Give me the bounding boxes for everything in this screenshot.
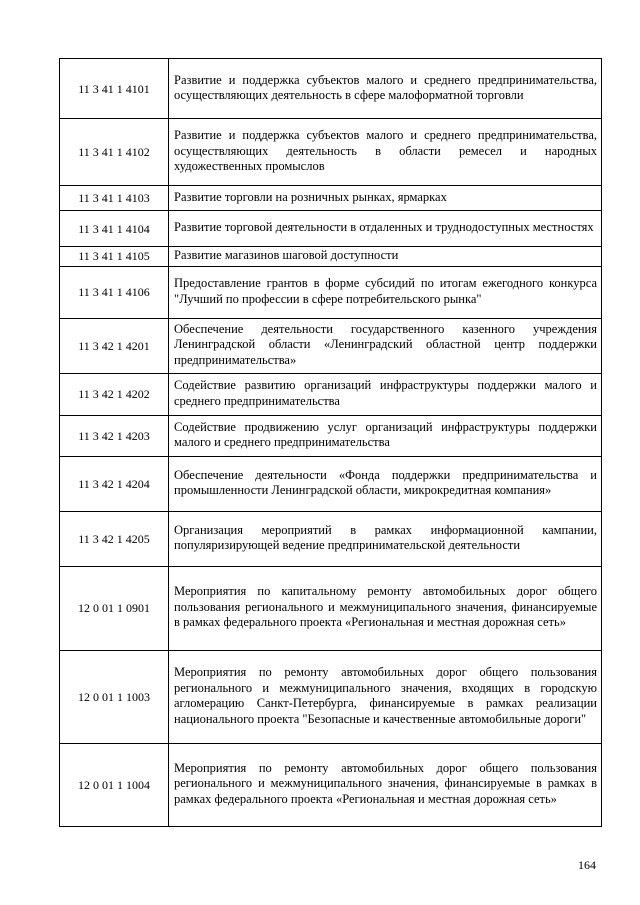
- description-cell: Предоставление грантов в форме субсидий по итогам ежегодного конкурса "Лучший по профессии в сфере потребительского рынка": [169, 266, 602, 318]
- code-cell: 11 3 41 1 4106: [60, 266, 169, 318]
- code-cell: 11 3 41 1 4101: [60, 59, 169, 119]
- budget-code-table: [59, 58, 602, 827]
- table-row: [60, 266, 602, 318]
- description-cell: Развитие торговли на розничных рынках, ярмарках: [169, 186, 602, 211]
- description-cell: Обеспечение деятельности «Фонда поддержки предпринимательства и промышленности Ленинградской области, микрокредитная компания»: [169, 456, 602, 511]
- table-row: [60, 415, 602, 456]
- code-cell: 11 3 41 1 4103: [60, 186, 169, 211]
- code-cell: 12 0 01 1 1003: [60, 650, 169, 743]
- code-cell: 11 3 42 1 4202: [60, 373, 169, 415]
- table-row: [60, 59, 602, 119]
- page-number: 164: [578, 858, 596, 872]
- table-row: [60, 373, 602, 415]
- table-row: [60, 211, 602, 247]
- table-row: [60, 119, 602, 186]
- code-cell: 12 0 01 1 1004: [60, 743, 169, 826]
- code-cell: 11 3 41 1 4105: [60, 247, 169, 267]
- table-row: [60, 318, 602, 373]
- description-cell: Мероприятия по ремонту автомобильных дорог общего пользования регионального и межмуниципального значения, входящих в городскую агломерацию Санкт-Петербурга, финансируемые в рамках реализации национального проекта "Безопасные и качественные автомобильные дороги": [169, 650, 602, 743]
- table-row: [60, 456, 602, 511]
- table-row: [60, 186, 602, 211]
- table-row: [60, 743, 602, 826]
- description-cell: Мероприятия по капитальному ремонту автомобильных дорог общего пользования регионального и межмуниципального значения, финансируемые в рамках федерального проекта «Региональная и местная дорожная сеть»: [169, 566, 602, 650]
- code-cell: 12 0 01 1 0901: [60, 566, 169, 650]
- code-cell: 11 3 42 1 4203: [60, 415, 169, 456]
- code-cell: 11 3 42 1 4201: [60, 318, 169, 373]
- code-cell: 11 3 41 1 4104: [60, 211, 169, 247]
- description-cell: Развитие торговой деятельности в отдаленных и труднодоступных местностях: [169, 211, 602, 247]
- table-row: [60, 566, 602, 650]
- code-cell: 11 3 41 1 4102: [60, 119, 169, 186]
- description-cell: Развитие магазинов шаговой доступности: [169, 247, 602, 267]
- description-cell: Содействие развитию организаций инфраструктуры поддержки малого и среднего предпринимательства: [169, 373, 602, 415]
- description-cell: Развитие и поддержка субъектов малого и среднего предпринимательства, осуществляющих деятельность в области ремесел и народных художественных промыслов: [169, 119, 602, 186]
- description-cell: Организация мероприятий в рамках информационной кампании, популяризирующей ведение предпринимательской деятельности: [169, 511, 602, 566]
- table-row: [60, 511, 602, 566]
- table-row: [60, 650, 602, 743]
- description-cell: Развитие и поддержка субъектов малого и среднего предпринимательства, осуществляющих деятельность в сфере малоформатной торговли: [169, 59, 602, 119]
- code-cell: 11 3 42 1 4205: [60, 511, 169, 566]
- table-row: [60, 247, 602, 267]
- description-cell: Содействие продвижению услуг организаций инфраструктуры поддержки малого и среднего предпринимательства: [169, 415, 602, 456]
- description-cell: Мероприятия по ремонту автомобильных дорог общего пользования регионального и межмуниципального значения, финансируемые в рамках в рамках федерального проекта «Региональная и местная дорожная сеть»: [169, 743, 602, 826]
- code-cell: 11 3 42 1 4204: [60, 456, 169, 511]
- description-cell: Обеспечение деятельности государственного казенного учреждения Ленинградской области «Ленинградский областной центр поддержки предпринимательства»: [169, 318, 602, 373]
